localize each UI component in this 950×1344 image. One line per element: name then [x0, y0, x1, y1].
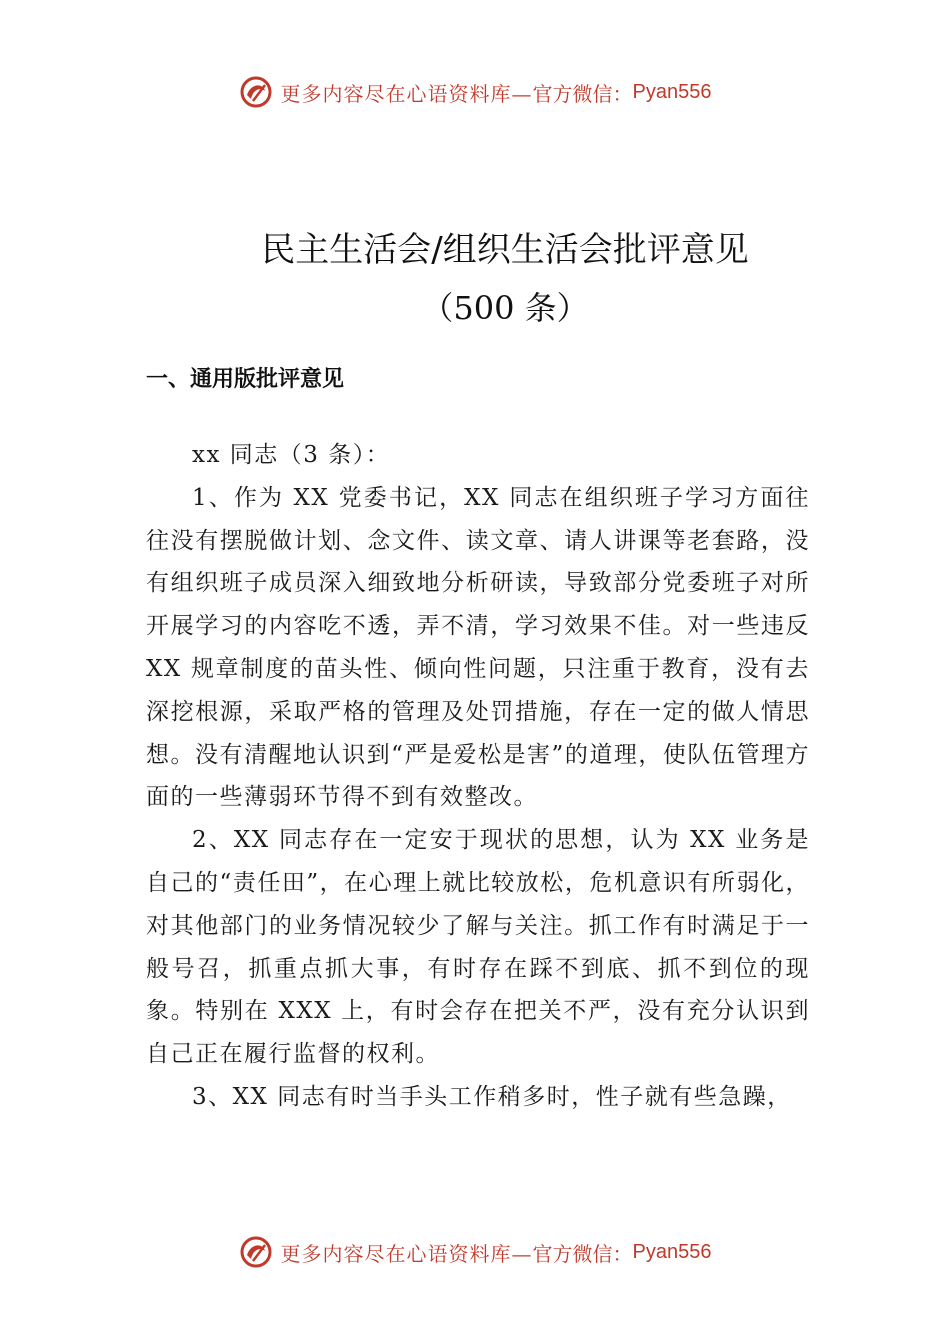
paragraph-1: 1、作为 XX 党委书记，XX 同志在组织班子学习方面往往没有摆脱做计划、念文件、读文章、请人讲课等老套路，没有组织班子成员深入细致地分析研读，导致部分党委班子对所开展学习的内容吃不透，弄不清，学习效果不佳。对一些违反 XX 规章制度的苗头性、倾向性问题，只注重于教育，没有去深挖根源，采取严格的管理及处罚措施，存在一定的做人情思想。没有清醒地认识到“严是爱松是害”的道理，使队伍管理方面的一些薄弱环节得不到有效整改。 [146, 484, 810, 811]
banner-wechat-id: Pyan556 [632, 80, 712, 103]
footer-watermark-banner [0, 1230, 950, 1274]
banner-text: 更多内容尽在心语资料库— [280, 81, 533, 106]
document-title: 民主生活会/组织生活会批评意见 [261, 230, 749, 270]
paragraph-3: 3、XX 同志有时当手头工作稍多时，性子就有些急躁， [192, 1083, 792, 1110]
paragraph-2: 2、XX 同志存在一定安于现状的思想，认为 XX 业务是自己的“责任田”，在心理上就比较放松，危机意识有所弱化，对其他部门的业务情况较少了解与关注。抓工作有时满足于一般号召，抓重点抓大事，有时存在踩不到底、抓不到位的现象。特别在 XXX 上，有时会存在把关不严，没有充分认识到自己正在履行监督的权利。 [146, 827, 810, 1068]
swirl-logo-icon [239, 1235, 273, 1269]
banner-wechat-label: 官方微信： [532, 1241, 633, 1266]
document-subtitle: （500 条） [421, 289, 589, 327]
banner-wechat-label: 官方微信： [532, 81, 633, 106]
header-watermark-banner [0, 70, 950, 114]
subheading: xx 同志（3 条）： [192, 442, 391, 468]
document-body [146, 434, 810, 1119]
section-heading: 一、通用版批评意见 [146, 367, 345, 392]
swirl-logo-icon [239, 75, 273, 109]
banner-wechat-id: Pyan556 [632, 1240, 712, 1263]
banner-text: 更多内容尽在心语资料库— [280, 1241, 533, 1266]
